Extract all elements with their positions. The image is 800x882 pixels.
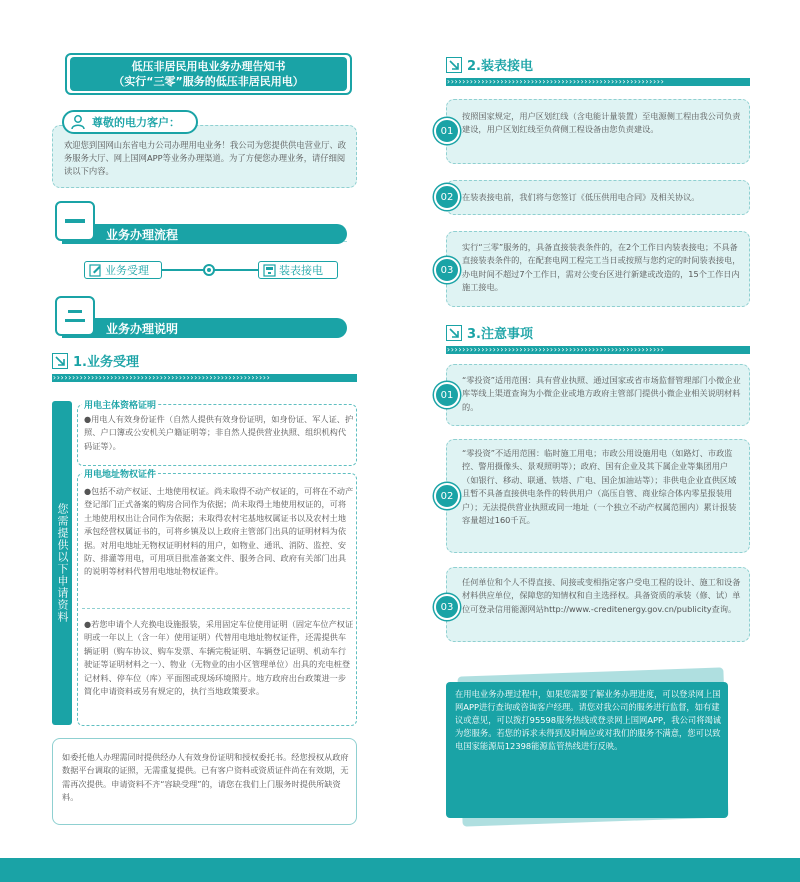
flow-step-install — [258, 261, 338, 279]
section-2-dashes — [65, 310, 85, 322]
user-icon — [70, 114, 86, 130]
section-2-number — [55, 296, 95, 336]
arrow-down-right-icon — [52, 353, 68, 369]
sub-heading-notes-title: 3.注意事项 — [467, 327, 533, 342]
note-number-2: 02 — [434, 483, 460, 509]
info-box-text: 在用电业务办理过程中，如果您需要了解业务办理进度，可以登录网上国网APP进行查询或咨询客户经理。请您对我公司的服务进行监督，如有建议或意见，可以拨打95598服务热线或登录网上国网APP，我公司将竭诚为您服务。若您的诉求未得到及时响应或对我们的服务不满意，您可以致电国家能源局12398能源监管热线进行反映。 — [455, 689, 722, 751]
section-1-underline — [62, 236, 347, 242]
identity-proof-title: 用电主体资格证明 — [82, 398, 158, 411]
flow-step-accept-label: 业务受理 — [105, 264, 149, 277]
required-documents-tab: 您需提供以下申请资料 — [52, 401, 72, 725]
sub-heading-install — [446, 55, 533, 74]
footer-bar — [0, 858, 800, 882]
property-proof-title: 用电地址物权证件 — [82, 467, 158, 480]
property-proof-text-1: ●包括不动产权证、土地使用权证。尚未取得不动产权证的，可将在不动产登记部门正式备案的购房合同作为依据；尚未取得土地使用权证的，可将土地使用权出让合同作为依据；未取得农村宅基地权属证书以及农村土地承包经营权属证书的，可将乡镇及以上政府主管部门出具的证明材料为依据。对用电地址无物权证明材料的用户，如物业、通讯、消防、监控、安防、排灌等用电，可用项目批准备案文件、服务合同、政府有关部门出具的说明等材料代替用电地址物权证件。 — [84, 486, 354, 577]
install-number-2: 02 — [434, 184, 460, 210]
sub-heading-install-title: 2.装表接电 — [467, 59, 533, 74]
sub-heading-notes — [446, 323, 533, 342]
chevron-divider: ››››››››››››››››››››››››››››››››››››››››››››››››››››››››› — [446, 78, 750, 86]
title-line-2: （实行“三零”服务的低压非居民用电） — [113, 75, 304, 88]
notice-title — [65, 53, 352, 95]
flow-node-icon — [203, 264, 215, 276]
meter-icon — [263, 264, 276, 277]
note-text-2: “零投资”不适用范围：临时施工用电；市政公用设施用电（如路灯、市政监控、警用摄像头、景观照明等）；政府、国有企业及其下属企业等集团用户（如银行、移动、联通、铁塔、广电、国企加油站等）；非供电企业直供区域且暂不具备直接供电条件的转供用户（高压自管、商业综合体内零星报装用户）；无法提供营业执照或同一地址（一个独立不动产权属范围内）累计报装容量超过160千瓦。 — [462, 448, 737, 526]
greeting-text: 欢迎您到国网山东省电力公司办理用电业务！我公司为您提供供电营业厅、政务服务大厅、网上国网APP等业务办理渠道。为了方便您办理业务，请仔细阅读以下内容。 — [64, 140, 347, 176]
chevron-divider: ››››››››››››››››››››››››››››››››››››››››››››››››››››››››› — [446, 346, 750, 354]
greeting-heading — [62, 110, 198, 134]
arrow-down-right-icon — [446, 325, 462, 341]
section-1-number — [55, 201, 95, 241]
proxy-note-text: 如委托他人办理需同时提供经办人有效身份证明和授权委托书。经您授权从政府数据平台调取的证照，无需重复提供。已有客户资料或资质证件尚在有效期，无需再次提供。申请资料不齐“容缺受理”的，请您在我们上门服务时提供所缺资料。 — [62, 752, 349, 803]
note-text-3: 任何单位和个人不得直接、间接或变相指定客户受电工程的设计、施工和设备材料供应单位，保障您的知情权和自主选择权。具备资质的承装（修、试）单位可登录信用能源网站http://www.-creditenergy.gov.cn/publicity查询。 — [462, 577, 741, 614]
property-divider — [82, 608, 350, 609]
note-text-1: “零投资”适用范围：具有营业执照、通过国家或省市场监督管理部门小微企业库等线上渠道查询为小微企业或地方政府主管部门提供小微企业相关说明材料的。 — [462, 375, 741, 412]
install-number-1: 01 — [434, 118, 460, 144]
install-text-3: 实行“三零”服务的，具备直接装表条件的，在2个工作日内装表接电；不具备直接装表条件的，在配套电网工程完工当日或按照与您约定的时间装表接电，办电时间不超过7个工作日，需对公变台区进行新建或改造的，15个工作日内施工接电。 — [462, 242, 741, 293]
flow-step-install-label: 装表接电 — [279, 264, 323, 277]
note-number-1: 01 — [434, 382, 460, 408]
property-proof-text-2: ●若您申请个人充换电设施报装，采用固定车位使用证明（固定车位产权证明或一年以上（含一年）使用证明）代替用电地址物权证件，还需提供车辆证明（购车协议、购车发票、车辆完税证明、车辆登记证明、机动车行驶证等证明材料之一）、物业（无物业的由小区管理单位）出具的充电桩登记材料、停车位（库）平面图或现场环境照片。地方政府出台政策进一步简化申请资料或另有规定的，执行当地政策要求。 — [84, 619, 354, 697]
flow-step-accept — [84, 261, 162, 279]
edit-icon — [89, 264, 102, 277]
install-text-1: 按照国家规定，用户区划红线（含电能计量装置）至电源侧工程由我公司负责建设，用户区划红线至负荷侧工程设备由您负责建设。 — [462, 111, 741, 135]
install-text-2: 在装表接电前，我们将与您签订《低压供用电合同》及相关协议。 — [462, 192, 700, 202]
section-2-bar — [62, 318, 347, 338]
sub-heading-accept-title: 1.业务受理 — [73, 355, 139, 370]
section-1-label: 业务办理流程 — [106, 227, 179, 242]
chevron-divider: ››››››››››››››››››››››››››››››››››››››››››››››››››››››››› — [52, 374, 357, 382]
section-1-dash — [65, 219, 85, 223]
identity-proof-text: ●用电人有效身份证件（自然人提供有效身份证明，如身份证、军人证、护照、户口簿或公安机关户籍证明等；非自然人提供营业执照、组织机构代码证等）。 — [84, 414, 354, 451]
arrow-down-right-icon — [446, 57, 462, 73]
sub-heading-accept — [52, 351, 139, 370]
install-number-3: 03 — [434, 257, 460, 283]
note-number-3: 03 — [434, 594, 460, 620]
section-2-label: 业务办理说明 — [106, 321, 179, 336]
greeting-heading-label: 尊敬的电力客户： — [92, 116, 180, 129]
title-line-1: 低压非居民用电业务办理告知书 — [131, 60, 286, 73]
